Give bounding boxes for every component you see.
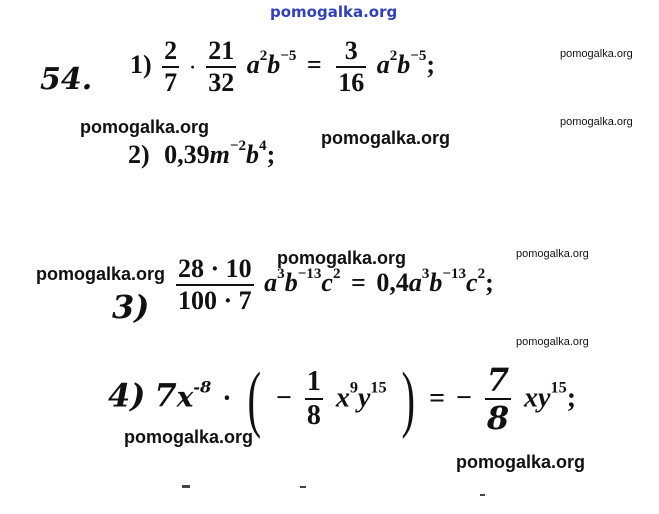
scan-speck <box>300 486 306 488</box>
item-1-equation: 1) $\frac{2}{7}$ · $\frac{21}{32}$ $a^2b^{-5}$ = $\frac{3}{16}$ $a^2b^{-5}$; <box>130 36 436 97</box>
exponent: 2 <box>332 266 341 283</box>
exponent: 9 <box>349 378 358 397</box>
variable-a: a <box>408 267 422 297</box>
fraction-280-700 <box>176 256 254 314</box>
watermark: pomogalka.org <box>80 117 210 137</box>
semicolon: ; <box>485 267 494 297</box>
variable-a: a <box>376 49 390 79</box>
fraction-3-16 <box>336 38 366 96</box>
problem-number: 54. <box>40 62 93 97</box>
fraction-numerator: 2 <box>164 36 178 65</box>
equals-sign: = <box>306 49 322 79</box>
variable-m: m <box>209 140 230 169</box>
fraction-denominator: 8 <box>486 399 510 437</box>
coefficient: 0,4 <box>376 267 409 297</box>
fraction-1-8 <box>305 368 323 430</box>
variable-c: c <box>321 267 333 297</box>
exponent: −2 <box>229 138 247 155</box>
coefficient: 7 <box>154 376 177 415</box>
watermark: pomogalka.org <box>36 264 166 284</box>
exponent: −5 <box>280 48 297 65</box>
semicolon: ; <box>266 140 276 169</box>
fraction-numerator: 21 <box>208 36 235 65</box>
fraction-denominator: 100 · 7 <box>178 286 252 315</box>
site-header-watermark: pomogalka.org <box>270 3 398 21</box>
exponent: 2 <box>259 48 268 65</box>
exponent: 3 <box>421 266 430 283</box>
item-1-label: 1) <box>130 49 152 79</box>
variable-b: b <box>284 267 298 297</box>
watermark: pomogalka.org <box>560 48 633 60</box>
variable-b: b <box>267 49 281 79</box>
fraction-numerator: 7 <box>486 361 510 399</box>
watermark: pomogalka.org <box>560 116 633 128</box>
exponent: 2 <box>389 48 398 65</box>
exponent: 15 <box>550 378 567 397</box>
fraction-numerator: 3 <box>344 36 358 65</box>
fraction-denominator: 7 <box>164 68 178 97</box>
exponent: −13 <box>297 266 322 283</box>
variable-b: b <box>246 140 260 169</box>
item-4-label: 4) <box>108 376 146 415</box>
right-paren: ) <box>401 358 415 440</box>
equals-sign: = <box>350 267 366 297</box>
exponent: −13 <box>442 266 467 283</box>
exponent: 4 <box>259 138 267 155</box>
variable-a: a <box>246 49 260 79</box>
watermark: pomogalka.org <box>516 336 589 348</box>
watermark: pomogalka.org <box>516 248 589 260</box>
exponent: 15 <box>370 378 387 397</box>
watermark: pomogalka.org <box>456 452 586 472</box>
fraction-21-32 <box>206 38 236 96</box>
fraction-denominator: 8 <box>306 400 321 431</box>
watermark: pomogalka.org <box>321 128 451 148</box>
exponent: 2 <box>477 266 486 283</box>
variable-c: c <box>466 267 478 297</box>
item-2-expression <box>128 140 275 170</box>
semicolon: ; <box>426 49 436 79</box>
variable-a: a <box>264 267 278 297</box>
semicolon: ; <box>566 382 577 414</box>
variable-xy: xy <box>524 382 551 414</box>
exponent: −5 <box>410 48 427 65</box>
dot-operator: · <box>222 382 232 414</box>
minus-sign: − <box>455 382 472 414</box>
fraction-2-7 <box>162 38 179 96</box>
scan-speck <box>182 485 190 488</box>
watermark: pomogalka.org <box>277 248 407 268</box>
watermark: pomogalka.org <box>124 427 254 447</box>
equals-sign: = <box>429 382 446 414</box>
item-2-label: 2) <box>128 140 150 169</box>
left-paren: ( <box>248 358 262 440</box>
variable-x: x <box>176 380 194 414</box>
exponent: -8 <box>193 377 212 397</box>
fraction-denominator: 32 <box>208 68 235 97</box>
variable-b: b <box>397 49 411 79</box>
coefficient: 0,39 <box>164 140 210 169</box>
variable-b: b <box>429 267 443 297</box>
variable-x: x <box>335 382 350 414</box>
fraction-numerator: 28 · 10 <box>178 254 252 283</box>
fraction-7-8 <box>485 361 511 437</box>
scan-speck <box>480 494 485 496</box>
fraction-numerator: 1 <box>306 366 321 397</box>
minus-sign: − <box>276 382 293 414</box>
exponent: 3 <box>277 266 285 283</box>
fraction-denominator: 16 <box>338 68 365 97</box>
item-3-label: 3) <box>112 288 150 326</box>
variable-y: y <box>357 382 371 414</box>
